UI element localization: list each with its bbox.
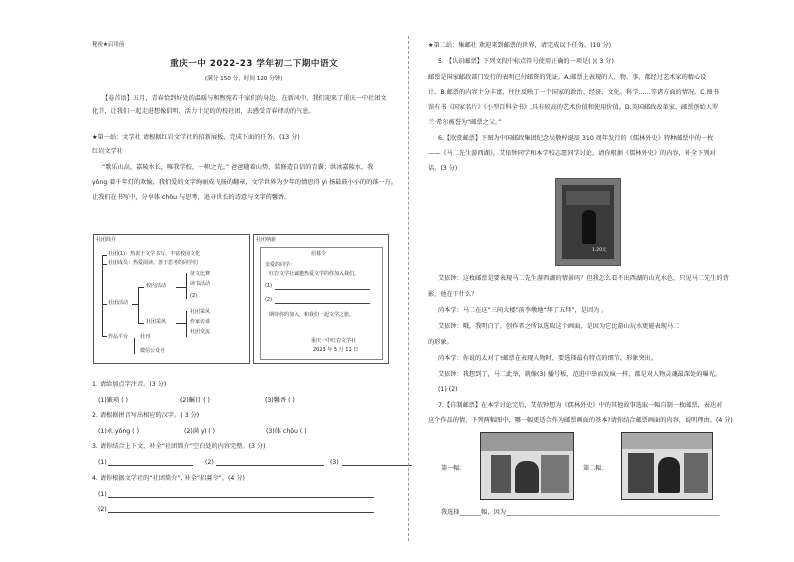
- q4-item-2: (2): [98, 506, 107, 513]
- q6-dialog-7: 艾依钟：我想到了，马二此举，就像(3) 播号板，范进中举而发疯一样，都是对人物灵魂最深处的曝光。: [438, 371, 721, 378]
- q6-answer-lines[interactable]: (1) (2): [438, 386, 458, 393]
- q6-dialog-2: 影，他在干什么？: [428, 291, 478, 298]
- club-name: 红岩文学社: [92, 148, 123, 155]
- q6-dialog-5: 的形象。: [428, 339, 453, 346]
- panel1-activity-2: 社团采风: [146, 319, 167, 325]
- q3-item-2: (2): [205, 459, 214, 466]
- panel1-activities: 社团活动: [108, 300, 129, 306]
- exam-subtitle: (满分 150 分，时间 120 分钟): [205, 76, 283, 82]
- panel1-activity-2-item-2: 作家访谈: [190, 319, 211, 325]
- panel2-body: 红岩文学社诚邀热爱文学的你加入我们。: [269, 271, 360, 277]
- q3-prompt: 3. 请你结合上下文，补全“社团简介”空白处的内容完整。(3 分): [92, 443, 266, 450]
- q1-item-2[interactable]: (2)瞩目 ( ): [180, 397, 210, 404]
- panel2-header: 社团纳新: [256, 237, 277, 243]
- panel1-activity-2-item-3: 社团交流: [190, 329, 211, 335]
- q6-dialog-6: 尚本学：你说的太对了!邮票在表现人物时，要选择最有特点的细节，形象突出。: [438, 355, 658, 362]
- panel1-header: 社团简介: [96, 237, 117, 243]
- panel1-line-2: 社团成员：热爱阅读、善于思考的同学们: [108, 260, 199, 266]
- stamp-image: [555, 178, 621, 266]
- fig2-image: [621, 432, 713, 500]
- q3-blank-1[interactable]: [108, 465, 193, 466]
- q2-item-1[interactable]: (1)永 yōng ( ): [98, 428, 139, 435]
- exam-title: 重庆一中 2022-23 学年初二下期中语文: [170, 59, 339, 69]
- q1-prompt: 1. 请给加点字注音。(3 分): [92, 381, 167, 388]
- panel2-blank-2: (2): [265, 297, 273, 303]
- section1-heading: ★第一站：文学社 请根据红岩文学社的招新展板，完成下面的任务。(13 分): [92, 134, 300, 141]
- panel1-activity-1: 校内活动: [146, 283, 167, 289]
- q6-line-2: ——《马二先生游西湖》。艾依钟同学和本学校志愿同学讨论，请你根据《儒林外史》的内容，补全下列对: [428, 150, 716, 157]
- q4-item-1: (1): [98, 491, 107, 498]
- q1-item-3[interactable]: (3)馨香 ( ): [265, 397, 295, 404]
- q7-line-2: 这个作品的情，下列两幅图中，哪一幅更适合作为邮票画面的基本?请你结合邮票画面的内容，说明理由。(4 分): [428, 417, 733, 424]
- q3-blank-3[interactable]: [342, 465, 412, 466]
- club-intro-line-1: “歌乐山高，嘉陵水长，唯我学校，一帜之光。” 爸爸随着山势，装修造自信的青囊；洪冰嘉陵水，我: [102, 164, 374, 171]
- column-divider: [408, 36, 409, 541]
- q2-item-3[interactable]: (3)体 chōu ( ): [266, 428, 307, 435]
- fig2-label: 第二幅：: [583, 465, 608, 472]
- q5-line-3: 馆有书《国家名片》《小型百科全书》,具有较高的艺术价值和使用价值。D.英国邮政改革家、邮票创始人罗: [428, 104, 719, 111]
- club-intro-panel: [93, 234, 250, 364]
- preface-line-2: 化节，让我们一起走进想像倡明、活力十足的的校社团，去感受青春律动的气息。: [92, 108, 315, 115]
- q4-prompt: 4. 请你根据文学社的“社团简介”, 补全“招募令”。(4 分): [92, 475, 245, 482]
- q4-blank-1[interactable]: [108, 497, 374, 498]
- q2-item-2[interactable]: (2)满 yì ( ): [184, 428, 216, 435]
- q2-prompt: 2. 请根据拼音写出相应的汉字。( 3 分): [92, 412, 200, 419]
- q5-line-1: 邮票是国家邮政部门发行的表明已付邮资的凭证。A.邮票上表现的人、物、事，都经过艺术家的精心设: [428, 74, 707, 81]
- q1-item-1[interactable]: (1)繁琐 ( ): [98, 397, 128, 404]
- section2-heading: ★第二站：集邮社 欢迎来到邮票的世界，请完成以下任务。(10 分): [428, 42, 612, 49]
- q3-item-3: (3): [330, 459, 339, 466]
- panel2-closing: 期待你的加入，和我们一起文学之旅。: [269, 312, 355, 318]
- preface-line-1: 【卷首语】五月，青春恰到好处的温暖与和煦宛若千家们的身边。在新风中，我们迎来了重庆一中社团文: [102, 95, 387, 102]
- panel2-blank-1: (1): [265, 283, 273, 289]
- q6-line-3: 话。(3 分): [428, 165, 458, 172]
- panel2-date: 2023 年 5 月 11 日: [313, 347, 359, 353]
- panel1-works: 作品平台: [108, 334, 129, 340]
- club-intro-line-2: yōng 着千年灯的欢愉，我们爱的文字绚丽成飞扬的翻章，文学世界为少年的情思得 yì 扬最鼓小小的的落一方。: [92, 179, 398, 186]
- q3-blank-2[interactable]: [216, 465, 324, 466]
- stamp-value: 1.20元: [592, 248, 607, 253]
- q6-dialog-1: 艾依钟：这枚邮票是要表现马二先生游西湖的情景吗？但我怎么看不出西湖的山光水色，只见马二先生的背: [438, 275, 729, 282]
- panel1-line-1: 社团(1)：热衷于文学书写、丰富校园文化: [108, 251, 201, 257]
- q7-answer-line[interactable]: 我选择_______幅，因为_____________________________________________________________________: [441, 509, 720, 516]
- fig1-label: 第一幅：: [441, 465, 466, 472]
- q3-item-1: (1): [98, 459, 107, 466]
- q6-line-1: 6.【欣赏邮票】下图为中国邮政集团纪念吴敬梓诞辰 310 周年发行的《儒林外史》特种邮票中的一枚: [438, 135, 714, 142]
- panel1-activity-2-item-1: 社团采风: [190, 309, 211, 315]
- q5-line-2: 计。B.邮票的内容十分丰富，往往反映了一个国家的政治、经济、文化、科学……等诸方面的情况。C.图书: [428, 89, 719, 96]
- club-intro-line-3: 让我们在书写中，分享体 chōu 与思考，追寻世长的诗意与文字的馨香。: [92, 194, 291, 201]
- q5-line-4: 兰·希尔被誉为“邮票之父。”: [428, 119, 502, 126]
- panel2-notice-title: 招募令: [311, 251, 327, 257]
- q5-prompt: 5. 【认识邮票】下列文段中标点符号使用正确的一项是( )( 3 分): [438, 58, 614, 65]
- panel1-activity-1-item-1: 征文比赛: [190, 271, 211, 277]
- panel1-activity-1-item-2: 读书活动: [190, 281, 211, 287]
- q7-line-1: 7.【自制邮票】在本学讨论完后，艾依钟想为《儒林外史》中的其他故事选取一幅自制一枚邮票，表达对: [438, 402, 723, 409]
- q4-blank-2[interactable]: [108, 512, 374, 513]
- panel1-works-item-1: 杜刊: [140, 334, 151, 340]
- panel2-sign: 重庆一中红岩文学社: [311, 338, 357, 344]
- q6-dialog-3: 尚本学：马二在这“三间大楼”前李墩地“拜了五拜”，是因为 。: [438, 307, 608, 314]
- q6-dialog-4: 艾依钟：哦，我明白了，创作者之所以选取这个画面，是因为它比游山玩水更能表现马二: [438, 323, 680, 330]
- secret-label: 秘密★启用前: [92, 42, 125, 48]
- panel2-greeting: 亲爱的同学：: [265, 262, 296, 268]
- panel1-activity-1-item-3: (2): [190, 293, 198, 299]
- recruit-panel: [253, 234, 389, 364]
- panel1-works-item-2: 微信公众号: [140, 348, 166, 354]
- fig1-image: [480, 432, 574, 500]
